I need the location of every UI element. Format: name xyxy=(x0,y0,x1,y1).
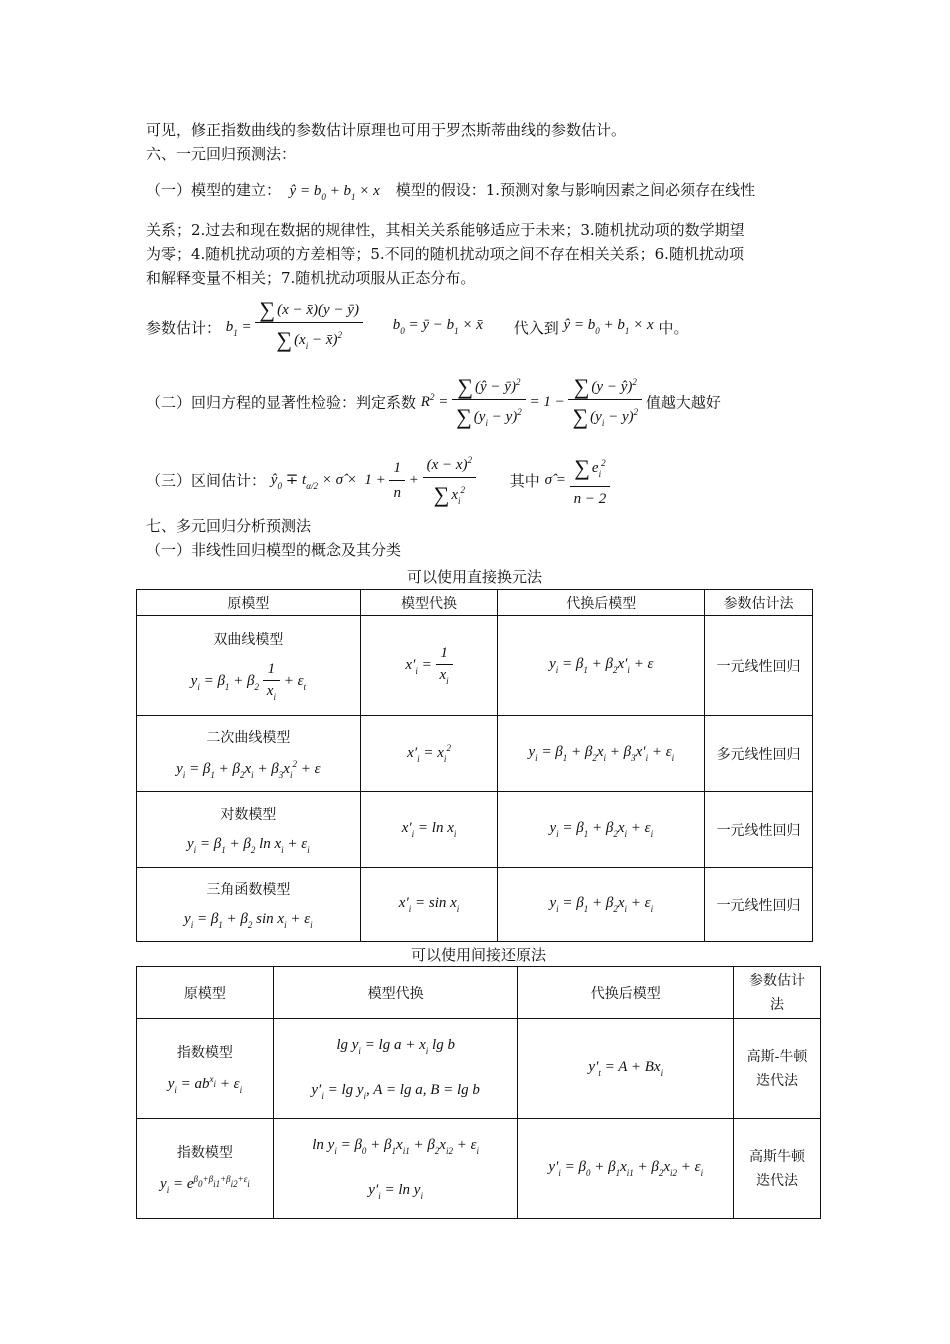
table1-caption: 可以使用直接换元法 xyxy=(406,568,542,586)
table-row xyxy=(137,1119,821,1219)
param-label: 参数估计： xyxy=(146,319,222,337)
table1-header-substitution: 模型代换 xyxy=(360,590,498,616)
new-model-cell: $y_i = \beta_1 + \beta_2x_i + \varepsilon_i$ xyxy=(498,792,705,868)
original-model-cell xyxy=(137,716,361,792)
model-title: 二次曲线模型 xyxy=(206,730,291,746)
interval-estimation-line xyxy=(146,450,610,512)
section-seven-heading: 七、多元回归分析预测法 xyxy=(146,517,312,535)
method-cell: 高斯-牛顿迭代法 xyxy=(734,1019,821,1119)
model-title: 双曲线模型 xyxy=(213,632,284,648)
substitution-cell: $\lg y_i = \lg a + x_i$ lg b $y'_i = \lg y_i$, A = lg a, B = lg b xyxy=(273,1019,518,1119)
intro-line: 可见，修正指数曲线的参数估计原理也可用于罗杰斯蒂曲线的参数估计。 xyxy=(146,121,627,139)
method-cell: 一元线性回归 xyxy=(705,792,813,868)
table2-header-method: 参数估计法 xyxy=(734,967,821,1019)
new-model-cell: $y'_t = A + Bx_i$ xyxy=(518,1019,734,1119)
assumptions-line-2: 关系；2.过去和现在数据的规律性，其相关关系能够适应于未来；3.随机扰动项的数学期望 xyxy=(146,221,745,239)
interval-label: （三）区间估计： xyxy=(146,471,267,490)
table1-header-method: 参数估计法 xyxy=(705,590,813,616)
table2-header-substitution: 模型代换 xyxy=(273,967,518,1019)
original-model-cell xyxy=(137,1119,274,1219)
substitution-cell: $x'_i$ = $\frac{1}{x_i}$ xyxy=(360,616,498,716)
nonlinear-heading: （一）非线性回归模型的概念及其分类 xyxy=(146,541,402,559)
b1-formula: $b_1$ = $\frac{\sum (x - x̄)(y - ȳ)}{\sum (x_i - x̄)^2}$ xyxy=(226,319,367,335)
method-cell: 一元线性回归 xyxy=(705,616,813,716)
section-six-heading: 六、一元回归预测法： xyxy=(146,145,297,163)
model-building-label: （一）模型的建立： xyxy=(146,181,282,199)
table-row xyxy=(137,716,813,792)
original-model-cell xyxy=(137,868,361,942)
model-formula: $y_i = ab^{x_i} + \varepsilon_i$ xyxy=(167,1074,243,1095)
table1-header-row xyxy=(137,590,813,616)
assumptions-line-3: 为零；4.随机扰动项的方差相等；5.不同的随机扰动项之间不存在相关关系；6.随机扰动项 xyxy=(146,245,744,263)
substitution-cell: $x'_i = \ln x_i$ xyxy=(360,792,498,868)
original-model-cell xyxy=(137,792,361,868)
table-row xyxy=(137,868,813,942)
original-model-cell xyxy=(137,616,361,716)
regression-equation: ŷ = $b_0 + b_1 \times x$ xyxy=(285,183,391,202)
model-title: 对数模型 xyxy=(220,807,277,823)
indirect-restoration-table xyxy=(136,966,821,1219)
sigma-formula: σ̂ = $\frac{\sum e_i^2}{n - 2}$ xyxy=(545,472,611,488)
table2-header-original: 原模型 xyxy=(137,967,274,1019)
model-formula: $y_i = e^{\beta_0+\beta_{i1}+\beta_{i2}+\varepsilon_i}$ xyxy=(160,1174,250,1195)
model-title: 指数模型 xyxy=(176,1145,233,1161)
interval-formula: $ŷ_0 \mp t_{\alpha/2}$ × σ̂ × 1 + $\frac{1}{n}$ + $\frac{(x - x)^2}{\sum x_i^2}$ xyxy=(271,472,480,488)
substitute-end: 中。 xyxy=(658,319,689,337)
table2-header-row xyxy=(137,967,821,1019)
r-squared-formula: $R^2$ = $\frac{\sum (ŷ - ȳ)^2}{\sum (y_i - y)^2}$ = 1 − $\frac{\sum (y - ŷ)^2}{\sum (y_i - y)^2}$ xyxy=(421,394,646,410)
method-cell: 高斯牛顿迭代法 xyxy=(734,1119,821,1219)
substitution-cell: $x'_i = \sin x_i$ xyxy=(360,868,498,942)
b0-formula: $b_0$ = ȳ − $b_1$ × x̄ xyxy=(392,317,483,336)
model-formula: $y_i = \beta_1 + \beta_2$ $\frac{1}{x_i}$ + $\varepsilon_t$ xyxy=(190,661,307,702)
model-formula: $y_i = \beta_1 + \beta_2x_i + \beta_3x_i^2 + \varepsilon$ xyxy=(176,759,321,780)
substitute-label: 代入到 xyxy=(513,319,559,337)
substitute-equation: ŷ = $b_0 + b_1 \times x$ xyxy=(563,317,654,336)
method-cell: 多元线性回归 xyxy=(705,716,813,792)
model-formula: $y_i = \beta_1 + \beta_2$ $\sin x_i + \varepsilon_i$ xyxy=(184,911,313,930)
table-row xyxy=(137,792,813,868)
table2-caption: 可以使用间接还原法 xyxy=(410,946,546,964)
table-row xyxy=(137,616,813,716)
table1-header-original: 原模型 xyxy=(137,590,361,616)
new-model-cell: $y'_i = \beta_0 + \beta_1x_{i1} + \beta_2x_{i2} + \varepsilon_i$ xyxy=(518,1119,734,1219)
direct-substitution-table xyxy=(136,589,813,942)
model-title: 三角函数模型 xyxy=(206,882,291,898)
substitution-cell: $x'_i = x_i^2$ xyxy=(360,716,498,792)
substitution-cell: $\ln y_i = \beta_0 + \beta_1x_{i1} + \beta_2x_{i2} + \varepsilon_i$ $y'_i = \ln y_i$ xyxy=(273,1119,518,1219)
significance-test-line xyxy=(146,372,721,432)
table-row xyxy=(137,1019,821,1119)
new-model-cell: $y_i = \beta_1 + \beta_2x_i + \beta_3x'_i + \varepsilon_i$ xyxy=(498,716,705,792)
assumptions-text: 模型的假设：1.预测对象与影响因素之间必须存在线性 xyxy=(395,181,756,199)
original-model-cell xyxy=(137,1019,274,1119)
significance-label: （二）回归方程的显著性检验：判定系数 xyxy=(146,393,417,412)
new-model-cell: $y_i = \beta_1 + \beta_2x_i + \varepsilon_i$ xyxy=(498,868,705,942)
assumptions-line-4: 和解释变量不相关；7.随机扰动项服从正态分布。 xyxy=(146,269,476,287)
parameter-estimation-line xyxy=(146,297,689,356)
model-building-line xyxy=(146,180,755,207)
table2-header-new-model: 代换后模型 xyxy=(518,967,734,1019)
new-model-cell: $y_i = \beta_1 + \beta_2x'_i + \varepsilon$ xyxy=(498,616,705,716)
r-squared-note: 值越大越好 xyxy=(645,393,721,412)
model-title: 指数模型 xyxy=(176,1045,233,1061)
method-cell: 一元线性回归 xyxy=(705,868,813,942)
table1-header-new-model: 代换后模型 xyxy=(498,590,705,616)
sigma-label: 其中 xyxy=(509,471,540,490)
model-formula: $y_i = \beta_1 + \beta_2$ $\ln x_i + \varepsilon_i$ xyxy=(186,836,310,855)
